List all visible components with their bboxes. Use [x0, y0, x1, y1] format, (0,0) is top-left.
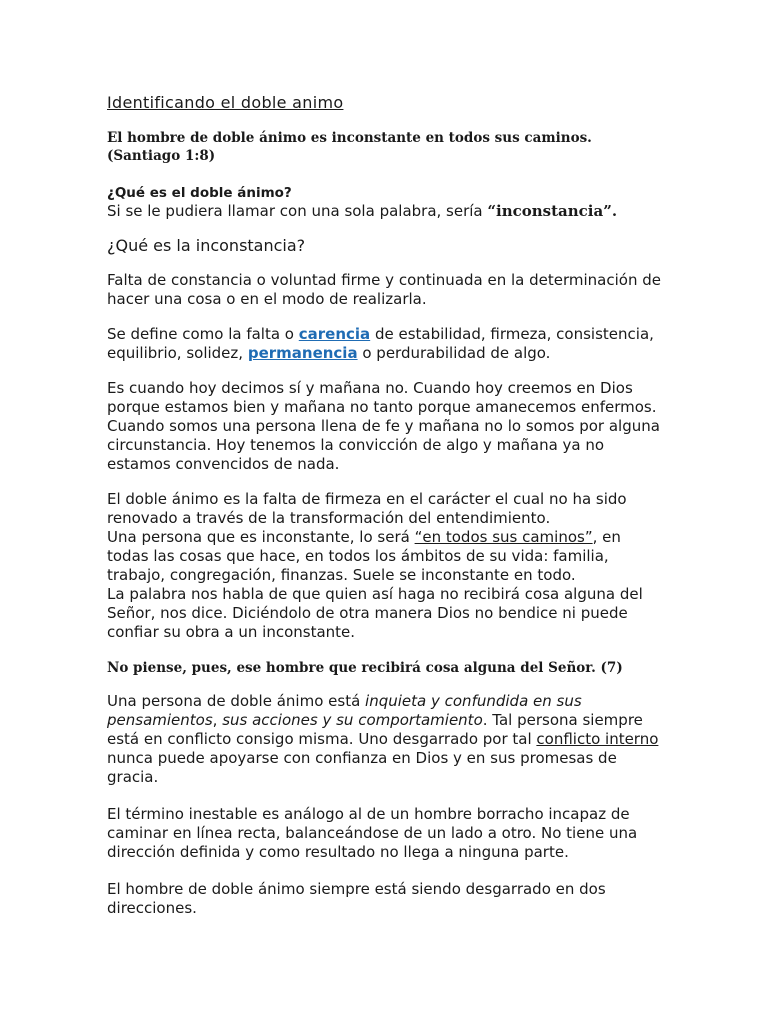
text-segment: Una persona que es inconstante, lo será [107, 528, 415, 546]
paragraph-la-palabra: La palabra nos habla de que quien así haga no recibirá cosa alguna del Señor, nos dice. Diciéndolo de otra manera Dios no bendice ni puede confiar su obra a un inconstante. [107, 585, 643, 641]
italic-segment: sus acciones y su comportamiento [222, 711, 483, 729]
paragraph-desgarrado: El hombre de doble ánimo siempre está siendo desgarrado en dos direcciones. [107, 880, 606, 917]
text-segment: de estabilidad, firmeza, consistencia, equilibrio, solidez, [107, 325, 654, 362]
link-conflicto-interno[interactable]: conflicto interno [536, 730, 659, 748]
link-en-todos-sus-caminos[interactable]: “en todos sus caminos” [414, 528, 593, 546]
paragraph-todos-sus-caminos [107, 528, 667, 585]
text-segment: , en todas las cosas que hace, en todos los ámbitos de su vida: familia, trabajo, congregación, finanzas. Suele se inconstante en todo. [107, 528, 621, 584]
text-segment: , [212, 711, 223, 729]
text-segment: . Tal persona siempre está en conflicto consigo misma. Uno desgarrado por tal [107, 711, 643, 748]
link-permanencia[interactable]: permanencia [247, 344, 358, 362]
answer-text: Si se le pudiera llamar con una sola palabra, sería [107, 202, 488, 220]
italic-segment: inquieta y confundida en sus pensamientos [107, 692, 582, 729]
paragraph-carencia [107, 325, 667, 363]
text-segment: o perdurabilidad de algo. [357, 344, 551, 362]
paragraph-termino-inestable: El término inestable es análogo al de un hombre borracho incapaz de caminar en línea recta, balanceándose de un lado a otro. No tiene una dirección definida y como resultado no llega a ninguna parte. [107, 805, 638, 861]
question-doble-animo: ¿Qué es el doble ánimo? [107, 185, 292, 201]
verse-santiago-1-7: No piense, pues, ese hombre que recibirá cosa alguna del Señor. (7) [107, 660, 623, 676]
text-segment: Se define como la falta o [107, 325, 299, 343]
text-segment: nunca puede apoyarse con confianza en Dios y en sus promesas de gracia. [107, 749, 617, 786]
document-page [107, 90, 667, 918]
paragraph-definition: Falta de constancia o voluntad firme y continuada en la determinación de hacer una cosa o en el modo de realizarla. [107, 271, 661, 308]
answer-doble-animo [107, 202, 667, 221]
document-title: Identificando el doble animo [107, 93, 344, 112]
answer-strong: “inconstancia”. [487, 202, 618, 220]
heading-inconstancia: ¿Qué es la inconstancia? [107, 236, 306, 255]
text-segment: Una persona de doble ánimo está [107, 692, 366, 710]
paragraph-persona-doble-animo [107, 692, 667, 787]
paragraph-hoy-decimos: Es cuando hoy decimos sí y mañana no. Cuando hoy creemos en Dios porque estamos bien y mañana no tanto porque amanecemos enfermos. Cuando somos una persona llena de fe y mañana no lo somos por alguna circunstancia. Hoy tenemos la convicción de algo y mañana ya no estamos convencidos de nada. [107, 379, 660, 473]
link-carencia[interactable]: carencia [298, 325, 371, 343]
paragraph-firmeza: El doble ánimo es la falta de firmeza en el carácter el cual no ha sido renovado a través de la transformación del entendimiento. [107, 490, 627, 527]
verse-santiago-1-8: El hombre de doble ánimo es inconstante en todos sus caminos. (Santiago 1:8) [107, 130, 592, 164]
